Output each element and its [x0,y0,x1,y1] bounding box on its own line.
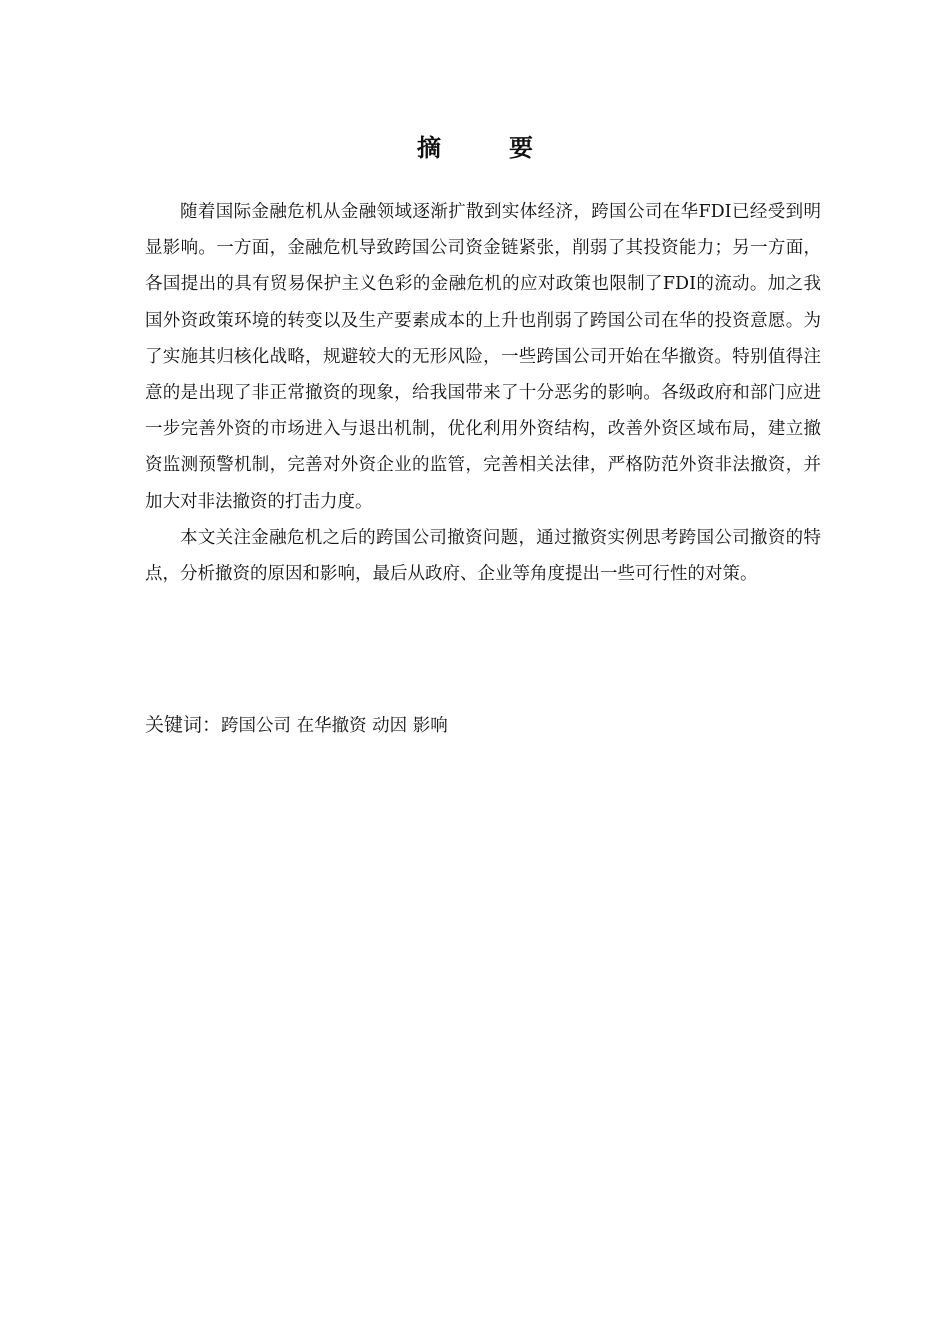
keywords-label: 关键词： [145,714,222,736]
abstract-title: 摘 要 [417,134,555,162]
keywords-value: 跨国公司 在华撤资 动因 影响 [221,716,448,736]
abstract-paragraph-2: 本文关注金融危机之后的跨国公司撤资问题，通过撤资实例思考跨国公司撤资的特点，分析撤资的原因和影响，最后从政府、企业等角度提出一些可行性的对策。 [145,527,821,585]
abstract-body [145,194,821,592]
abstract-paragraph-1: 随着国际金融危机从金融领域逐渐扩散到实体经济，跨国公司在华FDI已经受到明显影响。一方面，金融危机导致跨国公司资金链紧张，削弱了其投资能力；另一方面，各国提出的具有贸易保护主义色彩的金融危机的应对政策也限制了FDI的流动。加之我国外资政策环境的转变以及生产要素成本的上升也削弱了跨国公司在华的投资意愿。为了实施其归核化战略，规避较大的无形风险，一些跨国公司开始在华撤资。特别值得注意的是出现了非正常撤资的现象，给我国带来了十分恶劣的影响。各级政府和部门应进一步完善外资的市场进入与退出机制，优化利用外资结构，改善外资区域布局，建立撤资监测预警机制，完善对外资企业的监管，完善相关法律，严格防范外资非法撤资，并加大对非法撤资的打击力度。 [145,202,821,512]
keywords-line [145,707,821,744]
